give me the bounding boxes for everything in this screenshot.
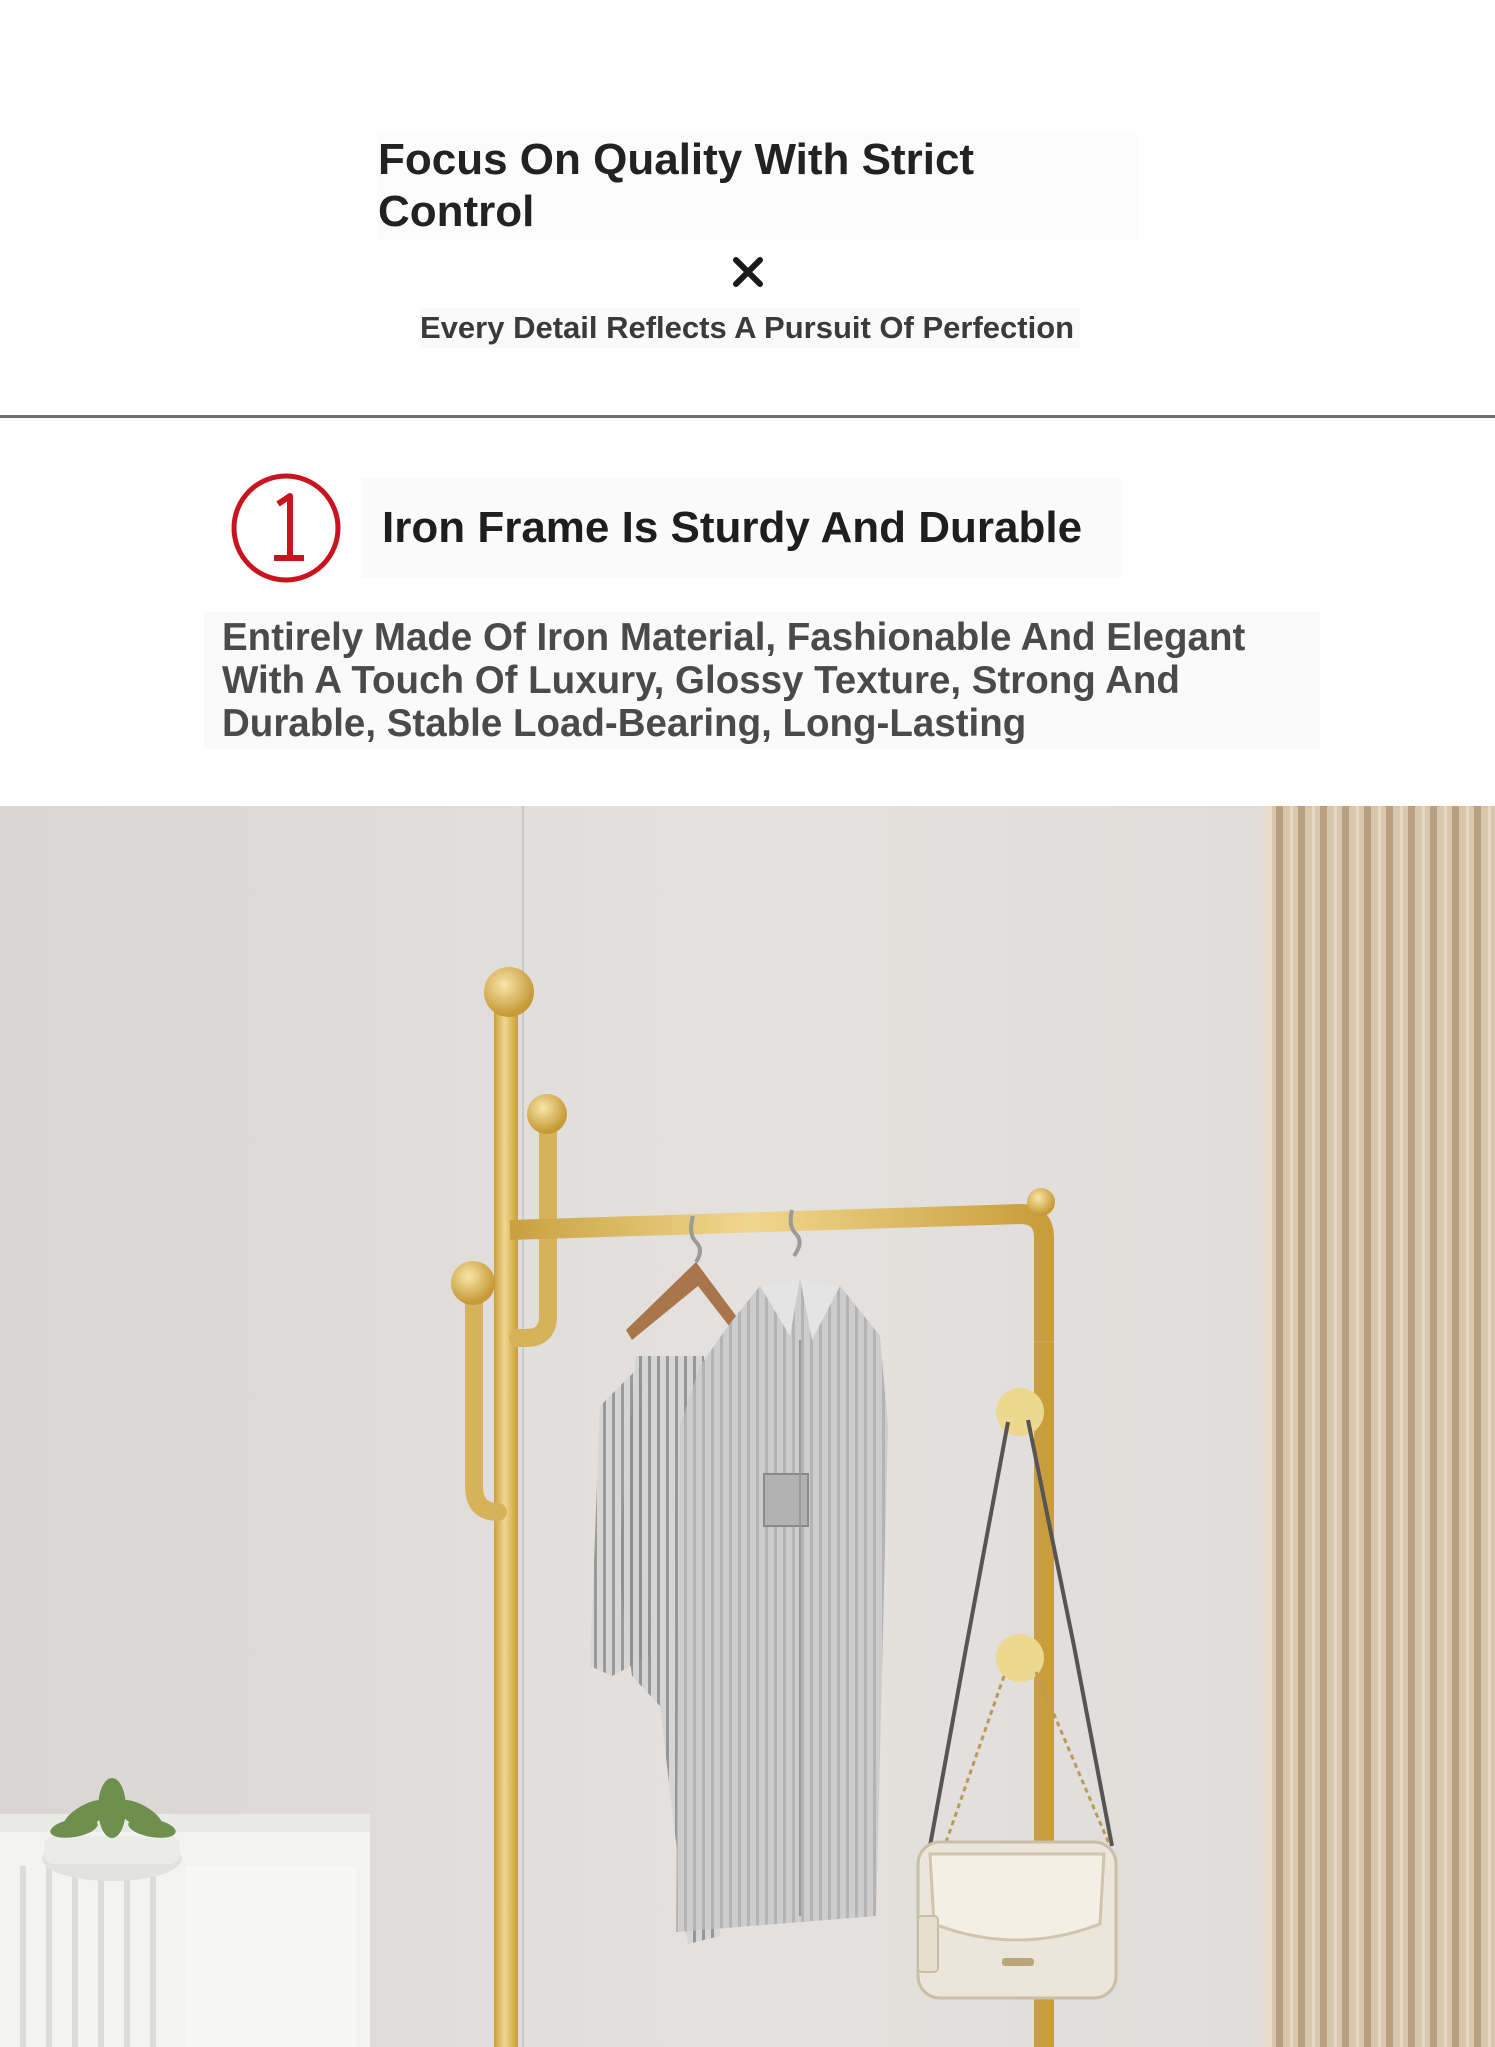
- feature-description: Entirely Made Of Iron Material, Fashionable And Elegant With A Touch Of Luxury, Glossy Texture, Strong And Durable, Stable Load-Bearing, Long-Lasting: [204, 612, 1320, 749]
- number-one-glyph: [228, 470, 344, 586]
- feature-title: Iron Frame Is Sturdy And Durable: [382, 503, 1083, 552]
- close-icon: [726, 250, 770, 294]
- section-title: Focus On Quality With Strict Control: [378, 132, 1138, 240]
- section-divider: [0, 415, 1495, 418]
- section-subtitle: Every Detail Reflects A Pursuit Of Perfection: [420, 308, 1080, 348]
- feature-number: [228, 470, 344, 586]
- product-photo: [0, 806, 1495, 2047]
